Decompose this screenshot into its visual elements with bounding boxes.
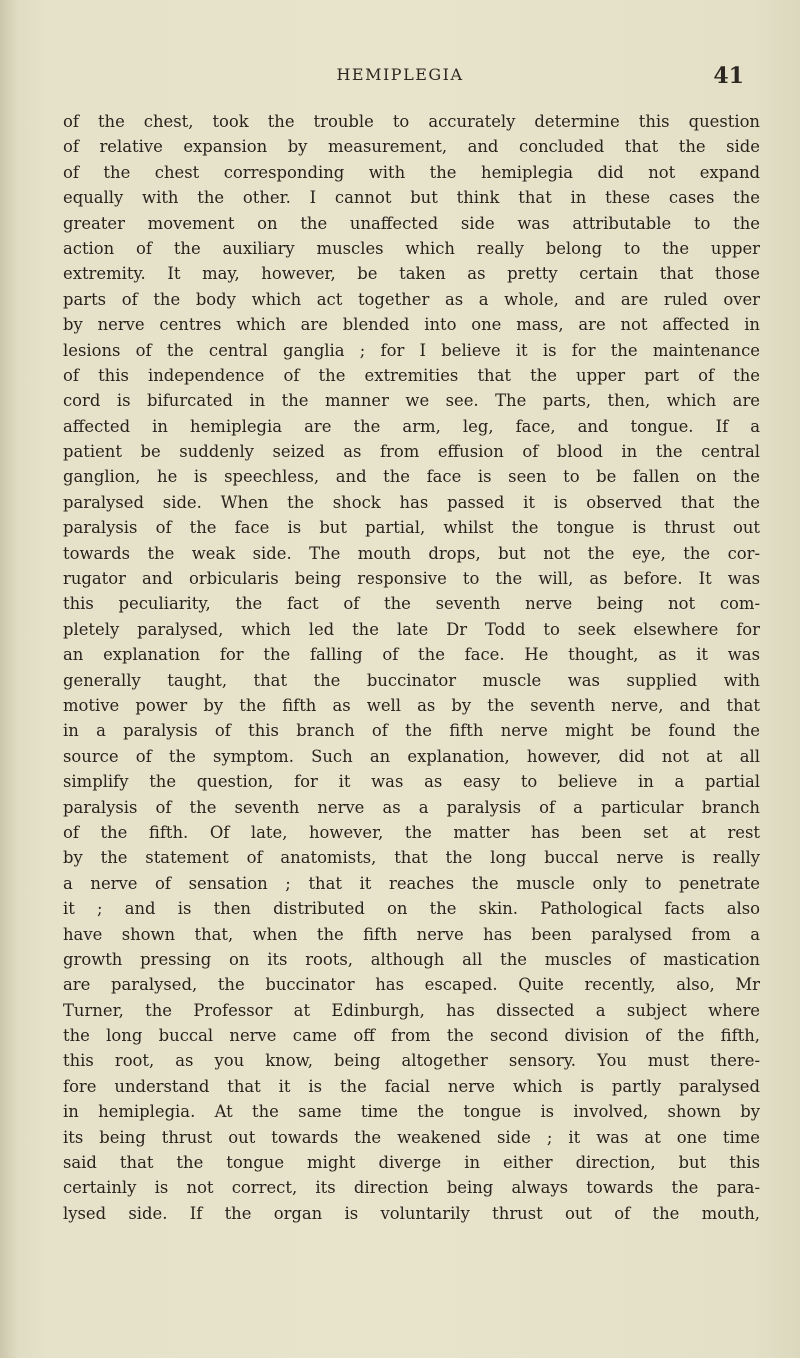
text-line: of relative expansion by measurement, and concluded that the side: [63, 137, 760, 157]
text-line: lesions of the central ganglia ; for I believe it is for the maintenance: [63, 340, 760, 360]
text-line: lysed side. If the organ is voluntarily thrust out of the mouth,: [63, 1203, 760, 1223]
text-line: cord is bifurcated in the manner we see. The parts, then, which are: [63, 391, 760, 411]
text-line: greater movement on the unaffected side was attributable to the: [63, 213, 760, 233]
text-line: in a paralysis of this branch of the fifth nerve might be found the: [63, 721, 760, 741]
text-line: said that the tongue might diverge in either direction, but this: [63, 1153, 760, 1173]
text-line: Turner, the Professor at Edinburgh, has dissected a subject where: [63, 1000, 760, 1020]
text-line: of the fifth. Of late, however, the matter has been set at rest: [63, 822, 760, 842]
text-line: rugator and orbicularis being responsive to the will, as before. It was: [63, 569, 760, 589]
text-line: motive power by the fifth as well as by the seventh nerve, and that: [63, 695, 760, 715]
text-line: have shown that, when the fifth nerve has been paralysed from a: [63, 924, 760, 944]
text-line: equally with the other. I cannot but think that in these cases the: [63, 188, 760, 208]
text-line: pletely paralysed, which led the late Dr Todd to seek elsewhere for: [63, 619, 760, 639]
page-edge-shadow: [0, 0, 18, 1358]
body-text: [63, 109, 760, 1226]
text-line: this root, as you know, being altogether sensory. You must there-: [63, 1051, 760, 1071]
page-number: 41: [713, 63, 744, 89]
text-line: fore understand that it is the facial nerve which is partly paralysed: [63, 1076, 760, 1096]
running-head: [0, 63, 800, 93]
text-line: by nerve centres which are blended into one mass, are not affected in: [63, 315, 760, 335]
text-line: action of the auxiliary muscles which really belong to the upper: [63, 238, 760, 258]
text-line: paralysis of the seventh nerve as a paralysis of a particular branch: [63, 797, 760, 817]
text-line: patient be suddenly seized as from effusion of blood in the central: [63, 442, 760, 462]
text-line: an explanation for the falling of the face. He thought, as it was: [63, 645, 760, 665]
text-line: a nerve of sensation ; that it reaches the muscle only to penetrate: [63, 873, 760, 893]
text-line: source of the symptom. Such an explanation, however, did not at all: [63, 746, 760, 766]
text-line: of the chest corresponding with the hemiplegia did not expand: [63, 162, 760, 182]
text-line: ganglion, he is speechless, and the face is seen to be fallen on the: [63, 467, 760, 487]
text-line: paralysed side. When the shock has passed it is observed that the: [63, 492, 760, 512]
text-line: simplify the question, for it was as easy to believe in a partial: [63, 772, 760, 792]
text-line: of this independence of the extremities that the upper part of the: [63, 365, 760, 385]
running-title: HEMIPLEGIA: [336, 65, 464, 84]
text-line: it ; and is then distributed on the skin. Pathological facts also: [63, 899, 760, 919]
text-line: the long buccal nerve came off from the second division of the fifth,: [63, 1026, 760, 1046]
text-line: in hemiplegia. At the same time the tongue is involved, shown by: [63, 1102, 760, 1122]
text-line: are paralysed, the buccinator has escaped. Quite recently, also, Mr: [63, 975, 760, 995]
text-line: parts of the body which act together as a whole, and are ruled over: [63, 289, 760, 309]
text-line: of the chest, took the trouble to accurately determine this question: [63, 112, 760, 131]
text-line: growth pressing on its roots, although all the muscles of mastication: [63, 949, 760, 969]
text-line: extremity. It may, however, be taken as pretty certain that those: [63, 264, 760, 284]
text-line: certainly is not correct, its direction being always towards the para-: [63, 1178, 760, 1198]
text-line: generally taught, that the buccinator muscle was supplied with: [63, 670, 760, 690]
text-line: by the statement of anatomists, that the long buccal nerve is really: [63, 848, 760, 868]
text-line: affected in hemiplegia are the arm, leg, face, and tongue. If a: [63, 416, 760, 436]
text-line: its being thrust out towards the weakened side ; it was at one time: [63, 1127, 760, 1147]
text-line: this peculiarity, the fact of the seventh nerve being not com-: [63, 594, 760, 614]
text-line: paralysis of the face is but partial, whilst the tongue is thrust out: [63, 518, 760, 538]
text-line: towards the weak side. The mouth drops, but not the eye, the cor-: [63, 543, 760, 563]
